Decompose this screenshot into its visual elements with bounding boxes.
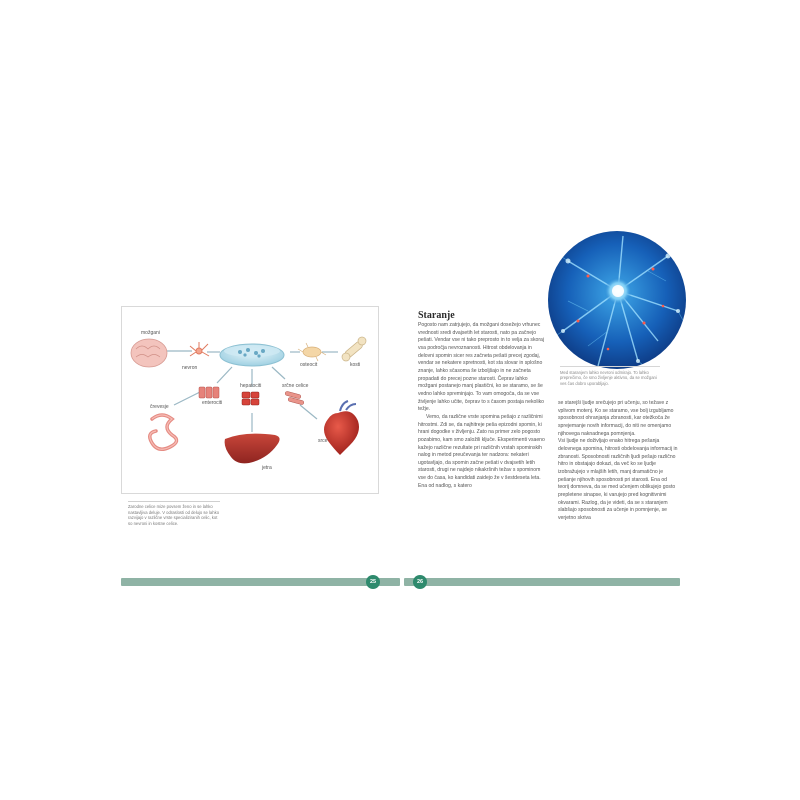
neuron-photo bbox=[548, 231, 686, 369]
label-heart: srce bbox=[318, 438, 328, 444]
hepatocyte-illustration bbox=[242, 392, 259, 405]
photo-caption-divider bbox=[560, 366, 660, 367]
heart-cells-illustration bbox=[285, 391, 304, 405]
footer-bar-right bbox=[404, 578, 680, 586]
section-title: Staranje bbox=[418, 310, 455, 321]
bone-illustration bbox=[342, 337, 366, 361]
paragraph: se starejši ljudje srečujejo pri učenju, so težave z vplivom motenj. Ko se staramo, vse bolj izgubljamo sposobnost ohranjanja zbranosti, kar otežkoča že sprejemanje novih informacij, do niti ne omenjamo njihovega naknadnega pomnjenja. bbox=[558, 400, 674, 437]
figure-caption: Zarodne celice mize povsem ženo in se lahko nastavljiva deluje. V odraslosti od delujo se lahko razvijajo v različne vrste specializiranih celic, kot so nevroni in kostne celice. bbox=[128, 504, 220, 526]
text-column-2 bbox=[558, 400, 678, 523]
text-column-1 bbox=[418, 322, 546, 490]
paragraph: Vsi ljudje ne doživljajo enako hitrega pešanja delovnega spomina, hitrosti obdelovanja informacij in zbranosti. Sposobnosti različnih ljudi pešajo različno hitro in obstajajo dokazi, da več ko se ljudje izobražujejo v mlajših letih, manj dramatično je pešanje njihovih sposobnosti pri starosti. Ena od teorij domneva, da se med učenjem oblikujejo gosto prepletene sinapse, ki varujejo pred kognitivnimi okvarami. Razlog, da je videti, da se s staranjem slabšajo sposobnosti za učenje in pomnjenje, se verjetno skriva bbox=[558, 438, 678, 521]
label-bone: kosti bbox=[350, 362, 361, 368]
heart-illustration bbox=[324, 401, 359, 455]
liver-illustration bbox=[225, 434, 280, 464]
footer-bar-left bbox=[121, 578, 400, 586]
photo-caption: Med staranjem lahko nevroni odmirajo. To lahko preprečimo, če smo življenje aktivno, da se možgani ves čas dobro uporabljajo. bbox=[560, 370, 657, 386]
label-brain: možgani bbox=[141, 330, 160, 336]
figure-illustration bbox=[122, 307, 378, 493]
label-heart-cells: srčne celice bbox=[282, 383, 309, 389]
label-hepatocyte: hepatociti bbox=[240, 383, 262, 389]
label-liver: jetra bbox=[262, 465, 272, 471]
caption-divider bbox=[128, 501, 220, 502]
label-neuron: nevron bbox=[182, 365, 198, 371]
label-enterocyte: enterociti bbox=[202, 400, 223, 406]
label-intestine: črevesje bbox=[150, 404, 169, 410]
label-osteocyte: osteocit bbox=[300, 362, 318, 368]
page-number-left: 25 bbox=[366, 575, 380, 589]
osteocyte-illustration bbox=[298, 343, 326, 361]
enterocyte-illustration bbox=[199, 387, 219, 398]
paragraph: Vemo, da različne vrste spomina pešajo z različnimi hitrostmi. Zdi se, da najhitreje peša epizodni spomin, ki hrani dogodke v življenju. Zato na primer zelo pogosto pozabimo, kam smo založili ključe. Eksperimenti vsaeno kažejo različne rezultate pri različnih vrstah spominskih nalog in metod preučevanja ter nadzora: nekateri ugotavljajo, da spomin začne pešati v dvajsetih letih starosti, drugi ne najdejo nikakršnih težav s spominom vse do časa, ko kandidati zaidejo že v šestdeseta leta. Ena od nadlog, s katero bbox=[418, 413, 545, 489]
page-number-right: 26 bbox=[413, 575, 427, 589]
neuron-illustration bbox=[190, 342, 209, 356]
stem-cell-figure bbox=[121, 306, 379, 494]
brain-illustration bbox=[131, 339, 167, 367]
paragraph: Pogosto nam zatrjujejo, da možgani dosežejo vrhunec vrednosti sredi dvajsetih let starosti, nato pa začnejo pešati. Vendar vse ni tako preprosto in to velja za skoraj vsa področja nevroznanosti. Hitrost obdelovanja in delovni spomin sicer res začneta pešati precej zgodaj, vendar se nekatere spretnosti, kot sta slovar in splošno znanje, lahko sčasoma še izboljšajo in ne začneta propadati do precej pozne starosti. Čeprav lahko možgani postanejo manj plastični, ko se staramo, se še vedno lahko spreminjajo. To vam omogoča, da se vse življenje lahko učite, čeprav to s časom postaja nekoliko težje. bbox=[418, 322, 544, 413]
